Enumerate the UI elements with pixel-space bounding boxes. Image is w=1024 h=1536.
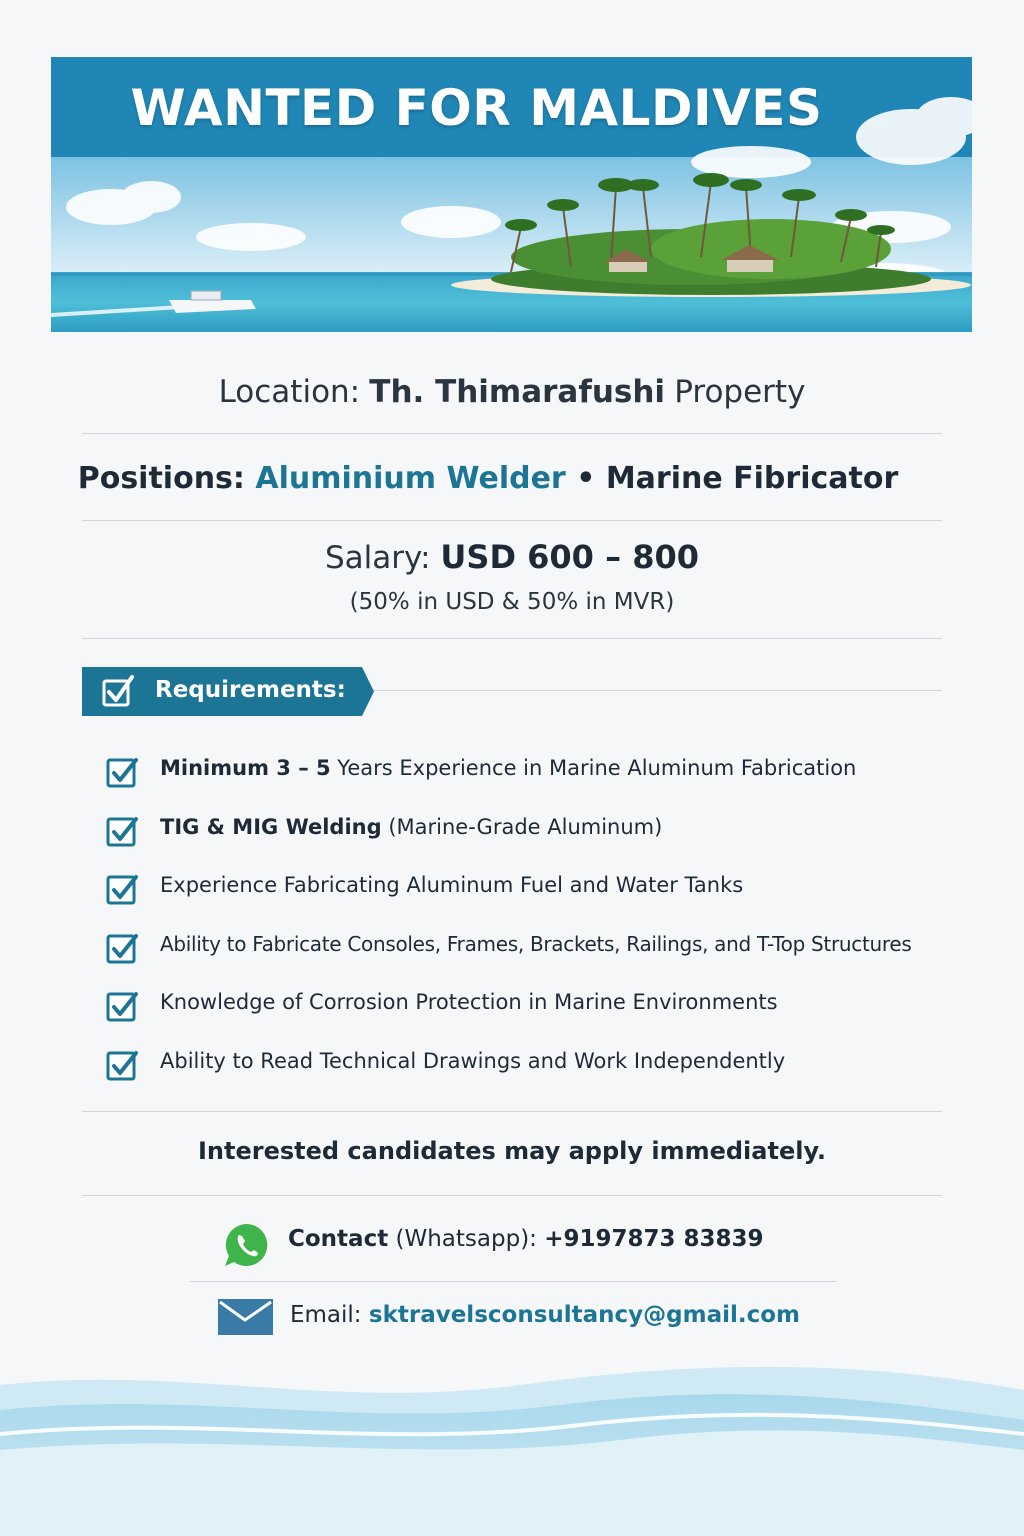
list-item xyxy=(106,987,986,1046)
positions-label: Positions: xyxy=(77,461,245,496)
positions-separator: • xyxy=(576,461,596,496)
list-item xyxy=(106,929,986,988)
list-item xyxy=(106,812,986,871)
divider xyxy=(374,690,942,691)
contact-text xyxy=(288,1226,764,1252)
checkbox-checked-icon xyxy=(106,873,140,905)
checkbox-checked-icon xyxy=(106,815,140,847)
position-aluminium-welder: Aluminium Welder xyxy=(255,461,566,496)
email-label: Email: xyxy=(290,1302,362,1328)
requirement-text: Ability to Fabricate Consoles, Frames, Brackets, Railings, and T-Top Structures xyxy=(160,931,912,956)
requirement-text: Experience Fabricating Aluminum Fuel and Water Tanks xyxy=(160,873,744,898)
requirement-text: TIG & MIG Welding (Marine-Grade Aluminum) xyxy=(160,814,663,839)
contact-label: Contact xyxy=(288,1226,389,1252)
requirement-text: Minimum 3 – 5 Years Experience in Marine Aluminum Fabrication xyxy=(160,756,857,780)
checkbox-checked-icon xyxy=(106,990,140,1022)
salary-line xyxy=(0,538,1024,576)
location-line xyxy=(0,372,1024,410)
checkbox-checked-icon xyxy=(106,1049,140,1081)
divider xyxy=(82,1195,942,1196)
whatsapp-icon xyxy=(222,1221,272,1269)
divider xyxy=(82,433,942,434)
apply-note: Interested candidates may apply immediately. xyxy=(197,1137,827,1165)
header-banner xyxy=(51,57,972,332)
email-address-link[interactable]: sktravelsconsultancy@gmail.com xyxy=(368,1302,801,1328)
salary-label: Salary: xyxy=(324,540,431,576)
checkbox-checked-icon xyxy=(106,756,140,788)
location-label: Location: xyxy=(218,374,361,410)
positions-line xyxy=(0,461,1000,496)
requirements-list xyxy=(106,753,986,1105)
location-place: Th. Thimarafushi xyxy=(369,374,666,410)
email-text xyxy=(290,1302,800,1328)
position-marine-fibricator: Marine Fibricator xyxy=(605,461,899,496)
whatsapp-contact[interactable] xyxy=(222,1221,764,1269)
requirements-heading xyxy=(82,667,374,716)
salary-range: USD 600 – 800 xyxy=(440,538,700,576)
salary-note: (50% in USD & 50% in MVR) xyxy=(349,589,675,615)
requirements-heading-label: Requirements: xyxy=(155,677,346,703)
list-item xyxy=(106,1046,986,1105)
requirement-text: Ability to Read Technical Drawings and Work Independently xyxy=(160,1048,786,1073)
list-item xyxy=(106,870,986,929)
location-suffix: Property xyxy=(674,374,806,410)
wave-decoration xyxy=(0,1330,1024,1536)
contact-channel: (Whatsapp): xyxy=(395,1226,537,1252)
list-item xyxy=(106,753,986,812)
banner-title: WANTED FOR MALDIVES xyxy=(130,79,823,137)
requirement-text: Knowledge of Corrosion Protection in Marine Environments xyxy=(160,990,778,1015)
divider xyxy=(82,520,942,521)
contact-phone-link[interactable]: +9197873 83839 xyxy=(544,1226,764,1252)
divider xyxy=(82,638,942,639)
divider xyxy=(190,1281,836,1282)
checkbox-checked-icon xyxy=(106,932,140,964)
divider xyxy=(82,1111,942,1112)
